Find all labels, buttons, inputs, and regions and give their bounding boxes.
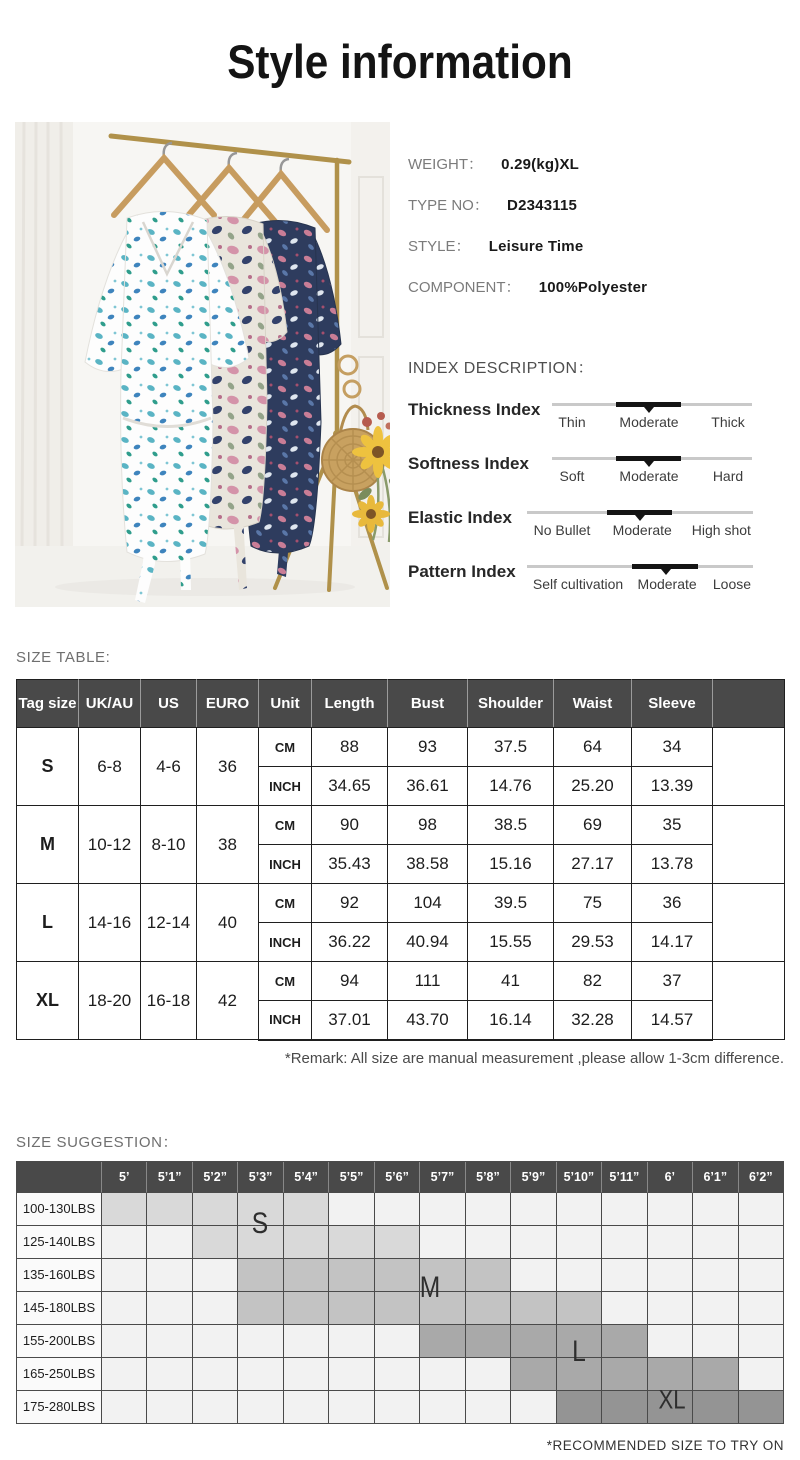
euro-cell: 42 (197, 962, 259, 1040)
measure-cell: 37.01 (312, 1001, 388, 1040)
slider-marker-icon (661, 569, 671, 575)
measure-cell: 75 (554, 884, 632, 923)
slider-marker-icon (644, 461, 654, 467)
weight-label-cell: 175-280LBS (17, 1391, 102, 1424)
suggestion-cell (602, 1325, 647, 1358)
size-row (17, 728, 785, 767)
suggestion-cell (739, 1391, 784, 1424)
tag-size-cell: M (17, 806, 79, 884)
measure-cell: 37.5 (468, 728, 554, 767)
tag-size-cell: S (17, 728, 79, 806)
measure-cell: 15.16 (468, 845, 554, 884)
weight-label-cell: 165-250LBS (17, 1358, 102, 1391)
suggestion-cell (147, 1391, 192, 1424)
suggestion-cell (420, 1358, 465, 1391)
slider-option: Loose (712, 576, 752, 592)
measure-cell: 32.28 (554, 1001, 632, 1040)
col-header-waist: Waist (554, 680, 632, 728)
suggestion-cell (284, 1358, 329, 1391)
weight-label-cell: 100-130LBS (17, 1193, 102, 1226)
empty-cell (713, 806, 785, 884)
suggestion-cell (193, 1259, 238, 1292)
euro-cell: 40 (197, 884, 259, 962)
suggestion-cell (147, 1292, 192, 1325)
col-header-us: US (141, 680, 197, 728)
weight-label-cell: 125-140LBS (17, 1226, 102, 1259)
spec-label: STYLE： (408, 238, 471, 255)
height-header-cell: 5’5” (329, 1162, 374, 1193)
size-row (17, 806, 785, 845)
measure-cell: 34 (632, 728, 713, 767)
size-table-header-row (17, 680, 785, 728)
suggestion-cell (602, 1391, 647, 1424)
suggestion-cell (329, 1193, 374, 1226)
size-row (17, 884, 785, 923)
spec-component (408, 278, 784, 298)
suggestion-cell (693, 1193, 738, 1226)
suggestion-cell (102, 1259, 147, 1292)
index-label: Pattern Index (408, 562, 516, 581)
empty-cell (713, 884, 785, 962)
suggestion-cell (238, 1358, 283, 1391)
suggestion-cell (511, 1325, 556, 1358)
index-rows (408, 392, 784, 608)
suggestion-cell (466, 1325, 511, 1358)
ukau-cell: 10-12 (79, 806, 141, 884)
suggestion-cell (284, 1259, 329, 1292)
suggestion-cell (329, 1226, 374, 1259)
measure-cell: 27.17 (554, 845, 632, 884)
us-cell: 8-10 (141, 806, 197, 884)
suggestion-cell (329, 1292, 374, 1325)
index-slider (552, 392, 752, 446)
measure-cell: 38.5 (468, 806, 554, 845)
suggestion-cell (375, 1193, 420, 1226)
suggestion-cell (102, 1325, 147, 1358)
suggestion-cell (238, 1391, 283, 1424)
col-header-tag-size: Tag size (17, 680, 79, 728)
ukau-cell: 18-20 (79, 962, 141, 1040)
size-table-remark: *Remark: All size are manual measurement ,please allow 1-3cm difference. (284, 1049, 784, 1067)
suggestion-cell (375, 1325, 420, 1358)
suggestion-cell (102, 1358, 147, 1391)
tag-size-cell: XL (17, 962, 79, 1040)
height-header-cell: 5’4” (284, 1162, 329, 1193)
product-photo (15, 122, 390, 607)
spec-label: TYPE NO： (408, 197, 489, 214)
index-row-softness (408, 446, 784, 500)
col-header-sleeve: Sleeve (632, 680, 713, 728)
suggestion-cell (466, 1226, 511, 1259)
size-table-heading: SIZE TABLE: (16, 649, 111, 666)
suggestion-cell (693, 1358, 738, 1391)
measure-cell: 15.55 (468, 923, 554, 962)
zone-letter-xl: XL (658, 1384, 686, 1414)
height-header-cell: 5’2” (193, 1162, 238, 1193)
spec-value: Leisure Time (488, 238, 584, 255)
suggestion-cell (693, 1325, 738, 1358)
suggestion-cell (329, 1358, 374, 1391)
height-header-cell: 6’1” (693, 1162, 738, 1193)
suggestion-cell (238, 1325, 283, 1358)
us-cell: 12-14 (141, 884, 197, 962)
suggestion-cell (739, 1226, 784, 1259)
measure-cell: 13.78 (632, 845, 713, 884)
us-cell: 4-6 (141, 728, 197, 806)
suggestion-cell (420, 1193, 465, 1226)
spec-value: D2343115 (507, 197, 578, 214)
measure-cell: 25.20 (554, 767, 632, 806)
euro-cell: 38 (197, 806, 259, 884)
us-cell: 16-18 (141, 962, 197, 1040)
page-header (0, 0, 800, 122)
col-header-empty (713, 680, 785, 728)
measure-cell: 111 (388, 962, 468, 1001)
height-header-cell: 5’8” (466, 1162, 511, 1193)
weight-label-cell: 145-180LBS (17, 1292, 102, 1325)
suggestion-cell (375, 1226, 420, 1259)
suggestion-cell (375, 1391, 420, 1424)
slider-option: Soft (559, 468, 585, 484)
suggestion-cell (739, 1193, 784, 1226)
suggestion-cell (602, 1259, 647, 1292)
suggestion-cell (147, 1358, 192, 1391)
measure-cell: 69 (554, 806, 632, 845)
suggestion-cell (602, 1226, 647, 1259)
suggestion-cell (739, 1358, 784, 1391)
index-label: Softness Index (408, 454, 529, 473)
suggestion-cell (602, 1292, 647, 1325)
measure-cell: 14.76 (468, 767, 554, 806)
suggestion-cell (102, 1292, 147, 1325)
suggestion-cell (466, 1358, 511, 1391)
weight-label-cell: 155-200LBS (17, 1325, 102, 1358)
suggestion-cell (648, 1193, 693, 1226)
top-section (0, 122, 800, 619)
measure-cell: 37 (632, 962, 713, 1001)
col-header-euro: EURO (197, 680, 259, 728)
unit-cell: INCH (259, 845, 312, 884)
measure-cell: 36 (632, 884, 713, 923)
size-table-body (17, 728, 785, 1040)
index-row-pattern (408, 554, 784, 608)
suggestion-cell (284, 1391, 329, 1424)
height-header-cell: 5’ (102, 1162, 147, 1193)
unit-cell: INCH (259, 767, 312, 806)
suggestion-cell (102, 1391, 147, 1424)
suggestion-cell (557, 1391, 602, 1424)
measure-cell: 13.39 (632, 767, 713, 806)
suggestion-cell (238, 1292, 283, 1325)
suggestion-cell (648, 1292, 693, 1325)
suggestion-cell (648, 1325, 693, 1358)
measure-cell: 88 (312, 728, 388, 767)
slider-option: High shot (691, 522, 751, 538)
empty-cell (713, 728, 785, 806)
measure-cell: 14.57 (632, 1001, 713, 1040)
suggestion-cell (511, 1292, 556, 1325)
slider-option: Hard (712, 468, 744, 484)
height-header-cell: 5’1” (147, 1162, 192, 1193)
product-info (408, 122, 784, 608)
spec-label: COMPONENT： (408, 279, 521, 296)
suggestion-cell (557, 1292, 602, 1325)
zone-letter-l: L (572, 1334, 586, 1368)
col-header-ukau: UK/AU (79, 680, 141, 728)
slider-option: Moderate (619, 414, 679, 430)
size-table (16, 679, 785, 1041)
suggestion-cell (147, 1193, 192, 1226)
suggestion-cell (648, 1226, 693, 1259)
measure-cell: 14.17 (632, 923, 713, 962)
measure-cell: 34.65 (312, 767, 388, 806)
zone-letter-s: S (251, 1206, 269, 1240)
ukau-cell: 6-8 (79, 728, 141, 806)
measure-cell: 36.61 (388, 767, 468, 806)
height-header-cell: 6’ (648, 1162, 693, 1193)
measure-cell: 82 (554, 962, 632, 1001)
size-suggestion-heading: SIZE SUGGESTION： (16, 1133, 179, 1151)
col-header-unit: Unit (259, 680, 312, 728)
suggestion-cell (466, 1391, 511, 1424)
suggestion-cell (284, 1193, 329, 1226)
measure-cell: 39.5 (468, 884, 554, 923)
index-row-elastic (408, 500, 784, 554)
measure-cell: 104 (388, 884, 468, 923)
suggestion-cell (511, 1391, 556, 1424)
suggestion-cell (329, 1259, 374, 1292)
index-description-heading: INDEX DESCRIPTION： (408, 360, 594, 377)
suggestion-cell (739, 1325, 784, 1358)
unit-cell: CM (259, 728, 312, 767)
index-slider (527, 500, 753, 554)
suggestion-cell (420, 1226, 465, 1259)
suggestion-cell (739, 1292, 784, 1325)
height-header-cell: 5’11” (602, 1162, 647, 1193)
spec-label: WEIGHT： (408, 156, 483, 173)
suggestion-cell (147, 1226, 192, 1259)
corner-header-cell (17, 1162, 102, 1193)
suggestion-cell (511, 1259, 556, 1292)
empty-cell (713, 962, 785, 1040)
unit-cell: CM (259, 962, 312, 1001)
measure-cell: 38.58 (388, 845, 468, 884)
index-label: Elastic Index (408, 508, 512, 527)
measure-cell: 43.70 (388, 1001, 468, 1040)
measure-cell: 90 (312, 806, 388, 845)
size-suggestion-note: *RECOMMENDED SIZE TO TRY ON (546, 1437, 784, 1453)
suggestion-cell (466, 1193, 511, 1226)
height-header-cell: 5’6” (375, 1162, 420, 1193)
suggestion-cell (693, 1391, 738, 1424)
slider-option: Self cultivation (532, 576, 624, 592)
measure-cell: 35.43 (312, 845, 388, 884)
weight-label-cell: 135-160LBS (17, 1259, 102, 1292)
height-header-cell: 5’7” (420, 1162, 465, 1193)
zone-letter-m: M (419, 1270, 441, 1304)
index-slider (552, 446, 752, 500)
measure-cell: 36.22 (312, 923, 388, 962)
suggestion-cell (193, 1193, 238, 1226)
measure-cell: 29.53 (554, 923, 632, 962)
suggestion-cell (284, 1292, 329, 1325)
col-header-shoulder: Shoulder (468, 680, 554, 728)
index-slider (527, 554, 753, 608)
index-label: Thickness Index (408, 400, 541, 419)
measure-cell: 93 (388, 728, 468, 767)
suggestion-cell (238, 1259, 283, 1292)
suggestion-cell (420, 1391, 465, 1424)
suggestion-cell (648, 1259, 693, 1292)
euro-cell: 36 (197, 728, 259, 806)
suggestion-cell (511, 1226, 556, 1259)
suggestion-cell (375, 1358, 420, 1391)
suggestion-cell (284, 1325, 329, 1358)
slider-option: Thin (558, 414, 586, 430)
measure-cell: 98 (388, 806, 468, 845)
suggestion-cell (375, 1259, 420, 1292)
slider-option: Moderate (619, 468, 679, 484)
height-header-cell: 5’3” (238, 1162, 283, 1193)
slider-option: Thick (711, 414, 745, 430)
suggestion-cell (602, 1193, 647, 1226)
suggestion-cell (329, 1391, 374, 1424)
index-row-thickness (408, 392, 784, 446)
height-header-cell: 6’2” (739, 1162, 784, 1193)
suggestion-cell (602, 1358, 647, 1391)
suggestion-cell (329, 1325, 374, 1358)
unit-cell: INCH (259, 1001, 312, 1040)
suggestion-cell (147, 1259, 192, 1292)
suggestion-cell (466, 1259, 511, 1292)
spec-value: 100%Polyester (538, 279, 648, 296)
col-header-bust: Bust (388, 680, 468, 728)
spec-style (408, 237, 784, 257)
suggestion-cell (693, 1292, 738, 1325)
size-row (17, 962, 785, 1001)
suggestion-cell (102, 1226, 147, 1259)
measure-cell: 41 (468, 962, 554, 1001)
suggestion-cell (193, 1391, 238, 1424)
suggestion-cell (375, 1292, 420, 1325)
page-title: Style information (227, 34, 573, 88)
slider-marker-icon (644, 407, 654, 413)
suggestion-cell (739, 1259, 784, 1292)
col-header-length: Length (312, 680, 388, 728)
suggestion-cell (557, 1259, 602, 1292)
size-suggestion-chart (16, 1161, 784, 1424)
height-header-cell: 5’9” (511, 1162, 556, 1193)
measure-cell: 92 (312, 884, 388, 923)
slider-option: Moderate (612, 522, 672, 538)
suggestion-cell (420, 1325, 465, 1358)
spec-weight (408, 155, 784, 175)
slider-option: Moderate (637, 576, 697, 592)
suggestion-cell (193, 1292, 238, 1325)
unit-cell: INCH (259, 923, 312, 962)
measure-cell: 94 (312, 962, 388, 1001)
measure-cell: 35 (632, 806, 713, 845)
slider-marker-icon (635, 515, 645, 521)
ukau-cell: 14-16 (79, 884, 141, 962)
suggestion-cell (193, 1226, 238, 1259)
suggestion-cell (102, 1193, 147, 1226)
suggestion-cell (693, 1226, 738, 1259)
measure-cell: 40.94 (388, 923, 468, 962)
suggestion-cell (511, 1358, 556, 1391)
unit-cell: CM (259, 806, 312, 845)
suggestion-cell (193, 1325, 238, 1358)
suggestion-cell (193, 1358, 238, 1391)
spec-value: 0.29(kg)XL (501, 156, 580, 173)
suggestion-cell (147, 1325, 192, 1358)
suggestion-cell (557, 1193, 602, 1226)
unit-cell: CM (259, 884, 312, 923)
measure-cell: 16.14 (468, 1001, 554, 1040)
suggestion-cell (557, 1226, 602, 1259)
slider-option: No Bullet (533, 522, 591, 538)
spec-type-no (408, 196, 784, 216)
suggestion-cell (466, 1292, 511, 1325)
measure-cell: 64 (554, 728, 632, 767)
height-header-cell: 5’10” (557, 1162, 602, 1193)
suggestion-cell (511, 1193, 556, 1226)
suggestion-cell (284, 1226, 329, 1259)
suggestion-cell (693, 1259, 738, 1292)
tag-size-cell: L (17, 884, 79, 962)
